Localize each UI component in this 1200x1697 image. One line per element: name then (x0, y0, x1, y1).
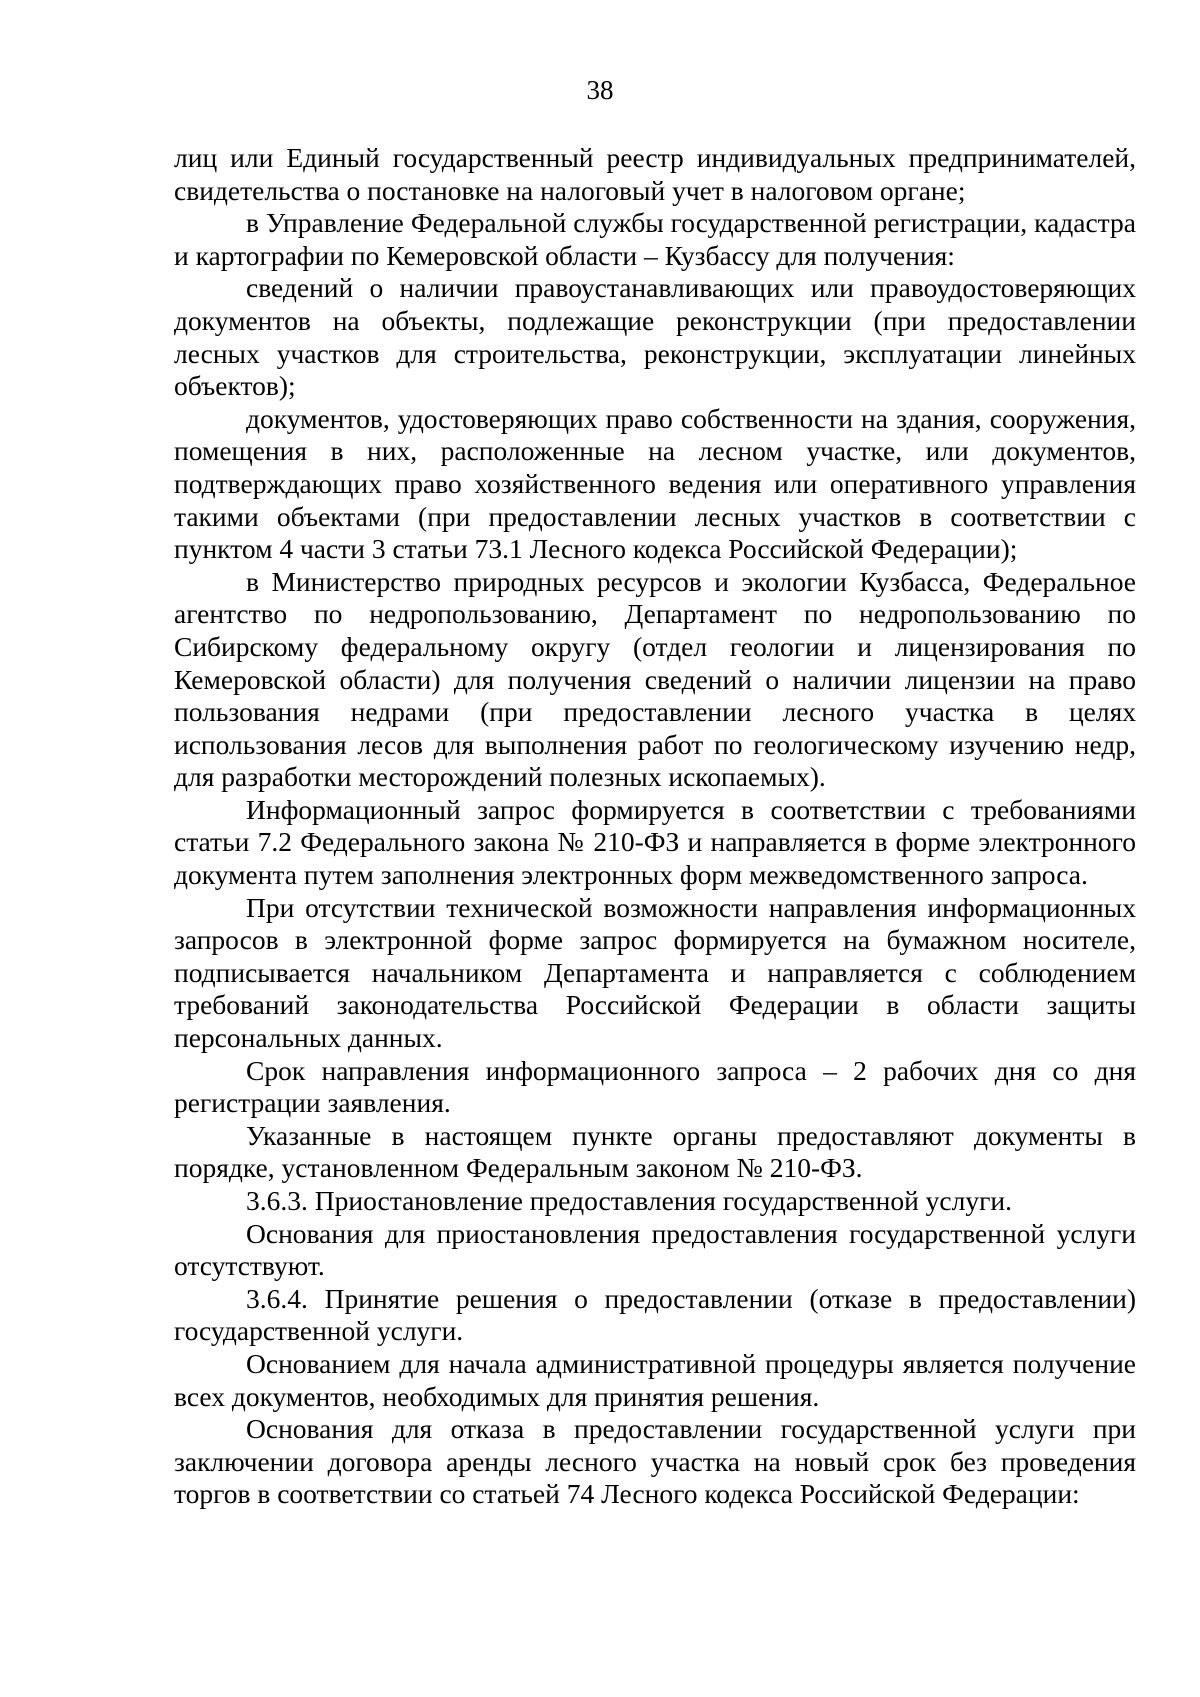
document-body (174, 142, 1136, 1511)
paragraph: сведений о наличии правоустанавливающих или правоудостоверяющих документов на объекты, подлежащие реконструкции (при предоставлении лесных участков для строительства, реконструкции, эксплуатации линейных объектов); (174, 272, 1136, 402)
paragraph: документов, удостоверяющих право собственности на здания, сооружения, помещения в них, расположенные на лесном участке, или документов, подтверждающих право хозяйственного ведения или оперативного управления такими объектами (при предоставлении лесных участков в соответствии с пунктом 4 части 3 статьи 73.1 Лесного кодекса Российской Федерации); (174, 402, 1136, 565)
paragraph: Срок направления информационного запроса – 2 рабочих дня со дня регистрации заявления. (174, 1054, 1136, 1119)
paragraph: Указанные в настоящем пункте органы предоставляют документы в порядке, установленном Федеральным законом № 210-ФЗ. (174, 1119, 1136, 1184)
paragraph: Информационный запрос формируется в соответствии с требованиями статьи 7.2 Федерального закона № 210-ФЗ и направляется в форме электронного документа путем заполнения электронных форм межведомственного запроса. (174, 793, 1136, 891)
paragraph: Основанием для начала административной процедуры является получение всех документов, необходимых для принятия решения. (174, 1347, 1136, 1412)
paragraph: Основания для отказа в предоставлении государственной услуги при заключении договора аренды лесного участка на новый срок без проведения торгов в соответствии со статьей 74 Лесного кодекса Российской Федерации: (174, 1413, 1136, 1510)
page-number: 38 (586, 75, 614, 105)
paragraph: При отсутствии технической возможности направления информационных запросов в электронной форме запрос формируется на бумажном носителе, подписывается начальником Департамента и направляется с соблюдением требований законодательства Российской Федерации в области защиты персональных данных. (174, 891, 1136, 1054)
paragraph: в Управление Федеральной службы государственной регистрации, кадастра и картографии по Кемеровской области – Кузбассу для получения: (174, 207, 1136, 271)
section-heading: 3.6.3. Приостановление предоставления государственной услуги. (246, 1185, 1012, 1216)
section-heading: 3.6.4. Принятие решения о предоставлении (отказе в предоставлении) государственной услуги. (174, 1282, 1136, 1347)
paragraph: лиц или Единый государственный реестр индивидуальных предпринимателей, свидетельства о постановке на налоговый учет в налоговом органе; (174, 142, 1136, 206)
paragraph: Основания для приостановления предоставления государственной услуги отсутствуют. (174, 1217, 1136, 1282)
paragraph: в Министерство природных ресурсов и экологии Кузбасса, Федеральное агентство по недропользованию, Департамент по недропользованию по Сибирскому федеральному округу (отдел геологии и лицензирования по Кемеровской области) для получения сведений о наличии лицензии на право пользования недрами (при предоставлении лесного участка в целях использования лесов для выполнения работ по геологическому изучению недр, для разработки месторождений полезных ископаемых). (174, 565, 1136, 793)
